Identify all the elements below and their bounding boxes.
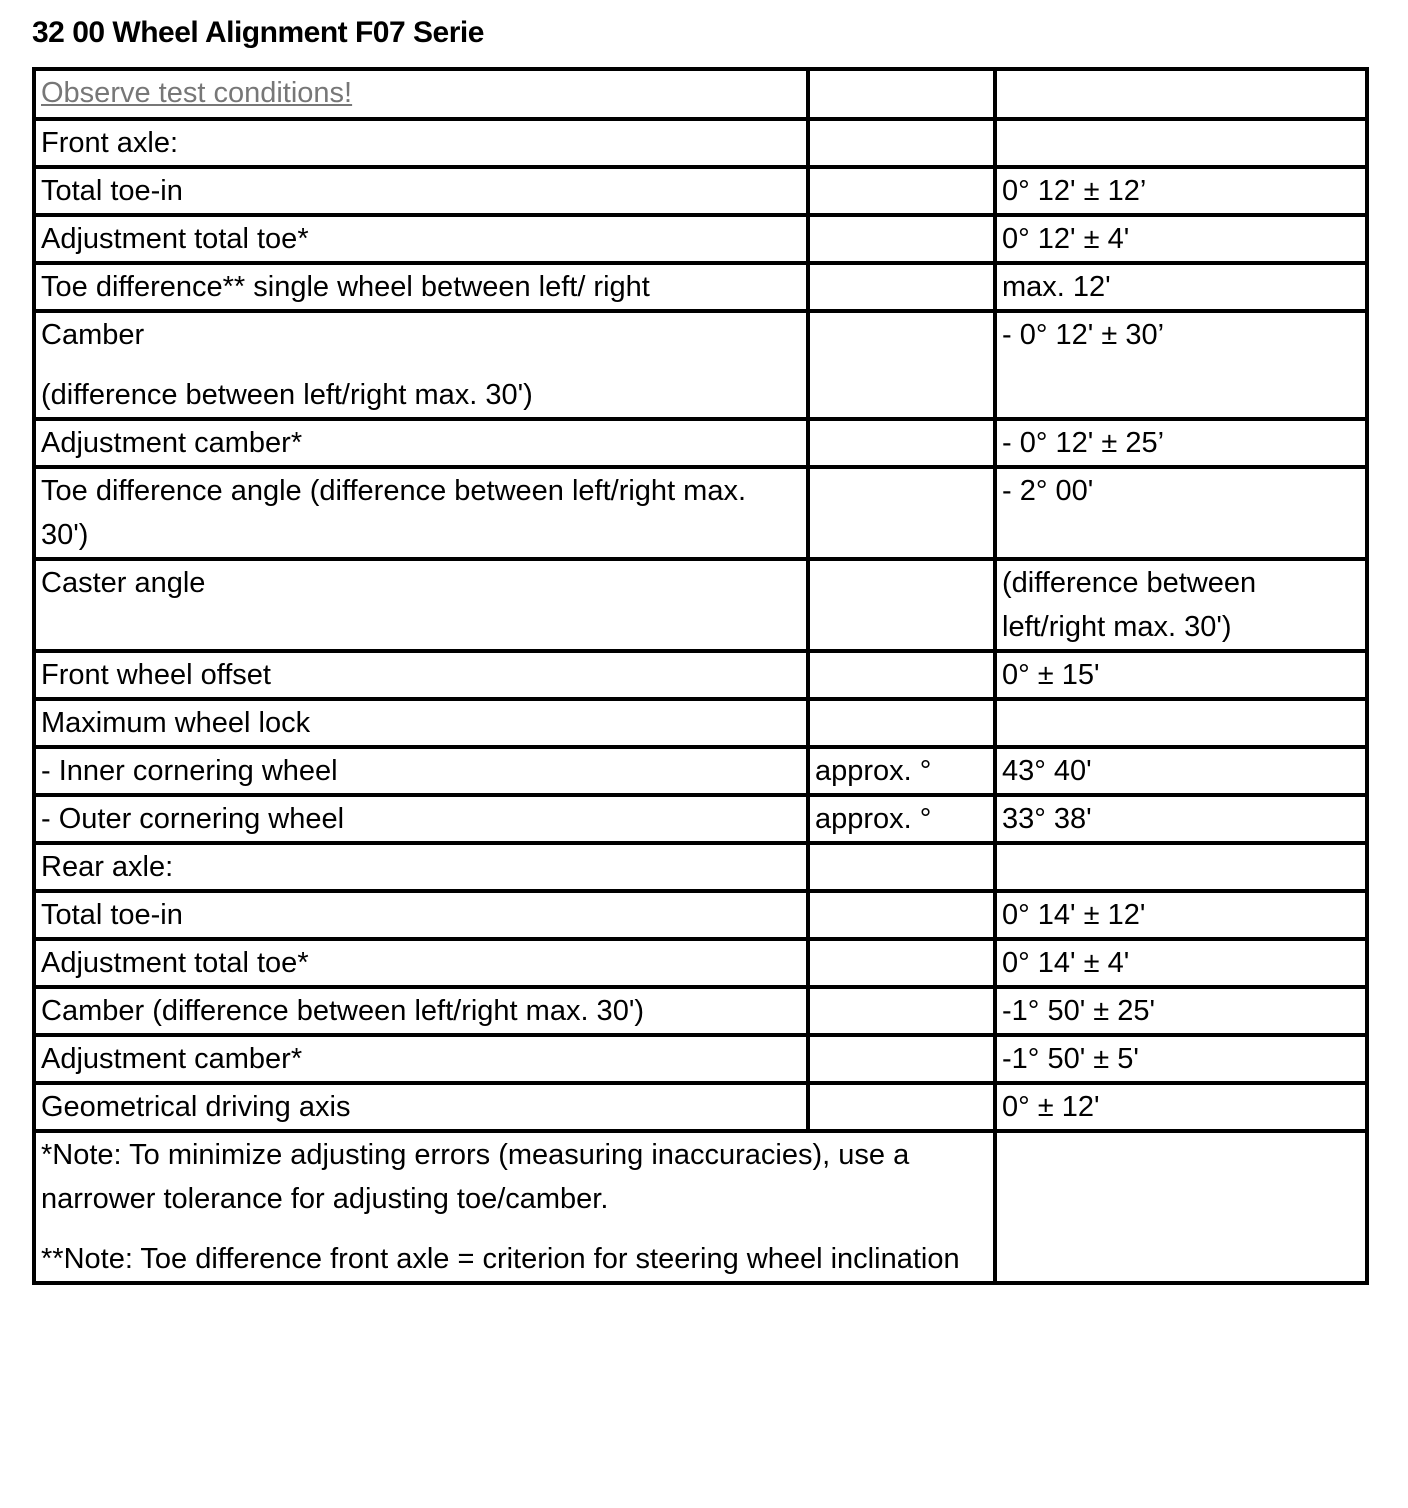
- label-cell: - Outer cornering wheel: [34, 795, 808, 843]
- unit-cell: [808, 1035, 995, 1083]
- label-cell: Rear axle:: [34, 843, 808, 891]
- label-cell: Adjustment total toe*: [34, 939, 808, 987]
- unit-cell: [808, 1083, 995, 1131]
- unit-cell: [808, 891, 995, 939]
- label-cell: Adjustment camber*: [34, 419, 808, 467]
- label-cell: Front wheel offset: [34, 651, 808, 699]
- value-cell: 0° 12' ± 4': [995, 215, 1367, 263]
- table-row: [34, 891, 1367, 939]
- label-cell: Maximum wheel lock: [34, 699, 808, 747]
- value-cell: (difference between left/right max. 30'): [995, 559, 1367, 651]
- value-cell: -1° 50' ± 5': [995, 1035, 1367, 1083]
- unit-cell: approx. °: [808, 747, 995, 795]
- camber-label: Camber: [41, 319, 145, 351]
- value-cell: - 0° 12' ± 30’: [995, 311, 1367, 419]
- table-row: [34, 215, 1367, 263]
- value-cell: 0° 14' ± 4': [995, 939, 1367, 987]
- label-cell: Toe difference angle (difference between left/right max. 30'): [34, 467, 808, 559]
- document-title: 32 00 Wheel Alignment F07 Serie: [32, 16, 484, 49]
- label-cell: Adjustment camber*: [34, 1035, 808, 1083]
- value-cell: max. 12': [995, 263, 1367, 311]
- label-cell: [34, 311, 808, 419]
- label-cell: Camber (difference between left/right max. 30'): [34, 987, 808, 1035]
- unit-cell: [808, 651, 995, 699]
- value-cell: 0° ± 15': [995, 651, 1367, 699]
- value-cell: [995, 699, 1367, 747]
- table-row: [34, 795, 1367, 843]
- table-row: [34, 987, 1367, 1035]
- table-row: [34, 167, 1367, 215]
- value-cell: 0° 12' ± 12’: [995, 167, 1367, 215]
- value-cell: [995, 119, 1367, 167]
- unit-cell: [808, 119, 995, 167]
- unit-cell: [808, 939, 995, 987]
- wheel-alignment-table: [32, 67, 1369, 1285]
- unit-cell: [808, 467, 995, 559]
- notes-row: [34, 1131, 1367, 1283]
- table-row: [34, 69, 1367, 119]
- value-cell: [995, 1131, 1367, 1283]
- table-row: [34, 1035, 1367, 1083]
- table-row: [34, 419, 1367, 467]
- note-toe-difference: **Note: Toe difference front axle = criterion for steering wheel inclination: [41, 1243, 960, 1275]
- unit-cell: [808, 167, 995, 215]
- label-cell: Toe difference** single wheel between left/ right: [34, 263, 808, 311]
- unit-cell: [808, 559, 995, 651]
- unit-cell: [808, 215, 995, 263]
- note-adjusting-tolerance: *Note: To minimize adjusting errors (measuring inaccuracies), use a narrower tolerance for adjusting toe/camber.: [41, 1139, 910, 1215]
- label-cell: Caster angle: [34, 559, 808, 651]
- table-row: [34, 263, 1367, 311]
- value-cell: -1° 50' ± 25': [995, 987, 1367, 1035]
- value-cell: 43° 40': [995, 747, 1367, 795]
- unit-cell: approx. °: [808, 795, 995, 843]
- value-cell: - 0° 12' ± 25’: [995, 419, 1367, 467]
- label-cell: [34, 69, 808, 119]
- table-row: [34, 467, 1367, 559]
- unit-cell: [808, 987, 995, 1035]
- label-cell: Front axle:: [34, 119, 808, 167]
- unit-cell: [808, 69, 995, 119]
- unit-cell: [808, 311, 995, 419]
- label-cell: - Inner cornering wheel: [34, 747, 808, 795]
- table-row: [34, 747, 1367, 795]
- table-row: [34, 699, 1367, 747]
- label-cell: Adjustment total toe*: [34, 215, 808, 263]
- unit-cell: [808, 419, 995, 467]
- table-row: [34, 119, 1367, 167]
- unit-cell: [808, 843, 995, 891]
- unit-cell: [808, 699, 995, 747]
- table-row: [34, 311, 1367, 419]
- value-cell: - 2° 00': [995, 467, 1367, 559]
- table-row: [34, 843, 1367, 891]
- label-cell: Total toe-in: [34, 167, 808, 215]
- notes-cell: [34, 1131, 995, 1283]
- table-row: [34, 1083, 1367, 1131]
- value-cell: 33° 38': [995, 795, 1367, 843]
- table-row: [34, 651, 1367, 699]
- value-cell: 0° 14' ± 12': [995, 891, 1367, 939]
- test-conditions-link[interactable]: Observe test conditions!: [41, 77, 353, 109]
- table-row: [34, 939, 1367, 987]
- unit-cell: [808, 263, 995, 311]
- value-cell: [995, 69, 1367, 119]
- value-cell: [995, 843, 1367, 891]
- table-row: [34, 559, 1367, 651]
- label-cell: Geometrical driving axis: [34, 1083, 808, 1131]
- camber-label-note: (difference between left/right max. 30'): [41, 379, 533, 411]
- value-cell: 0° ± 12': [995, 1083, 1367, 1131]
- label-cell: Total toe-in: [34, 891, 808, 939]
